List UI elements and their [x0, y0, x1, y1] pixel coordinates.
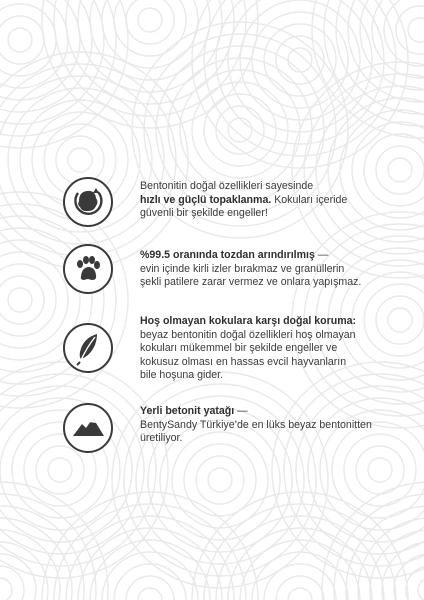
feather-icon: [62, 322, 114, 374]
feature-text: [140, 249, 390, 290]
text-line: Bentonitin doğal özellikleri sayesinde: [140, 180, 314, 192]
mountain-icon: [62, 402, 114, 454]
text-line: bile hoşuna gider.: [140, 369, 224, 382]
paw-icon: [62, 243, 114, 295]
feature-text: [140, 405, 390, 446]
clumping-ball-icon: [62, 176, 114, 228]
text-line: hızlı ve güçlü topaklanma. Kokuları içeride: [140, 193, 348, 206]
feature-text: [140, 180, 390, 221]
text-line: kokuları mükemmel bir şekilde engeller ve: [140, 342, 338, 355]
text-line: Yerli betonit yatağı —: [140, 405, 248, 417]
text-line: kokusuz olması en hassas evcil hayvanların: [140, 355, 347, 368]
text-line: evin içinde kirli izler bırakmaz ve granüllerin: [140, 262, 345, 275]
text-line: Hoş olmayan kokulara karşı doğal koruma:: [140, 315, 357, 327]
text-line: beyaz bentonitin doğal özellikleri hoş olmayan: [140, 328, 356, 341]
text-line: şekli patilere zarar vermez ve onlara yapışmaz.: [140, 276, 362, 289]
text-line: %99.5 oranında tozdan arındırılmış —: [140, 249, 329, 261]
feature-text: [140, 315, 390, 383]
text-line: BentySandy Türkiye’de en lüks beyaz bentonitten: [140, 418, 372, 431]
text-line: güvenli bir şekilde engeller!: [140, 207, 268, 220]
text-line: üretiliyor.: [140, 432, 183, 445]
